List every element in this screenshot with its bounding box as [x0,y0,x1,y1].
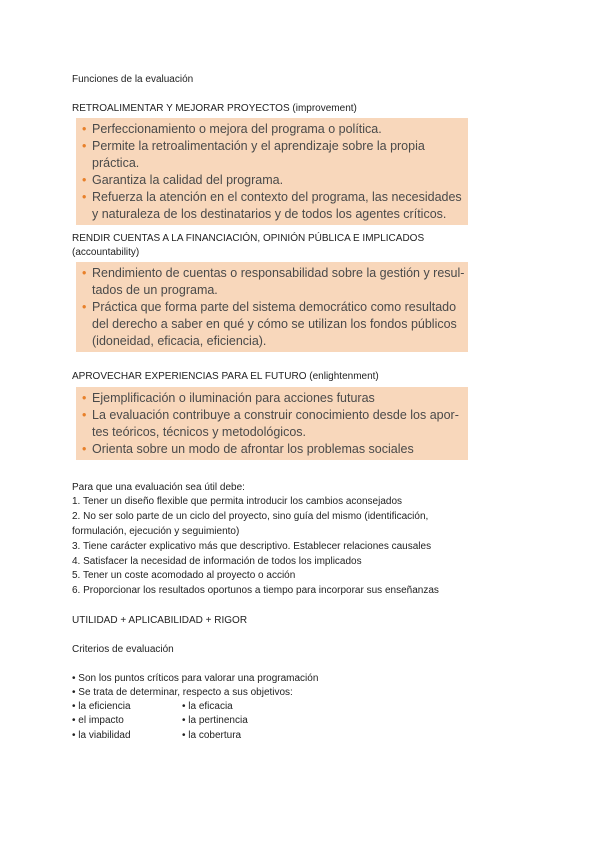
section1-bullet-4: • Refuerza la atención en el contexto del programa, las necesidades [76,189,468,206]
section3-heading: APROVECHAR EXPERIENCIAS PARA EL FUTURO (enlightenment) [72,371,379,382]
section1-bullet-2: • Permite la retroalimentación y el aprendizaje sobre la propia práctica. [76,138,468,172]
criteria-eficiencia: • la eficiencia [72,701,131,712]
criteria-cobertura: • la cobertura [182,730,242,741]
section1-heading: RETROALIMENTAR Y MEJORAR PROYECTOS (improvement) [72,103,357,114]
utility-item-4: 4. Satisfacer la necesidad de información de todos los implicados [72,556,362,567]
section3-box [76,387,468,460]
section1-bullet-4-cont: y naturaleza de los destinatarios y de todos los agentes críticos. [92,207,447,221]
section3-bullet-1: • Ejemplificación o iluminación para acciones futuras [76,390,468,407]
section2-box [76,262,468,352]
utility-intro: Para que una evaluación sea útil debe: [72,482,245,493]
criteria-title: Criterios de evaluación [72,644,174,655]
criteria-eficacia: • la eficacia [182,701,233,712]
section1-box [76,118,468,225]
section2-bullet-1-cont: tados de un programa. [92,283,218,297]
utility-item-6: 6. Proporcionar los resultados oportunos a tiempo para incorporar sus enseñanzas [72,585,439,596]
section3-bullet-2: • La evaluación contribuye a construir conocimiento desde los apor- [76,407,468,424]
criteria-row-3 [72,729,241,743]
utility-item-5: 5. Tener un coste acomodado al proyecto o acción [72,570,296,581]
section2-bullet-2-cont-2: (idoneidad, eficacia, eficiencia). [92,334,267,348]
section2-heading: RENDIR CUENTAS A LA FINANCIACIÓN, OPINIÓN PÚBLICA E IMPLICADOS [72,233,425,244]
section2-bullet-2: • Práctica que forma parte del sistema democrático como resultado [76,299,468,316]
section2-bullet-2-cont-1: del derecho a saber en qué y cómo se utilizan los fondos públicos [92,317,457,331]
section2-heading-sub: (accountability) [72,247,140,258]
criteria-viabilidad: • la viabilidad [72,730,131,741]
section3-bullet-3: • Orienta sobre un modo de afrontar los problemas sociales [76,441,468,458]
section1-bullet-3: • Garantiza la calidad del programa. [76,172,468,189]
section3-bullet-2-cont: tes teóricos, técnicos y metodológicos. [92,425,306,439]
formula-line: UTILIDAD + APLICABILIDAD + RIGOR [72,615,248,626]
criteria-line-1: • Son los puntos críticos para valorar una programación [72,673,319,684]
utility-item-3: 3. Tiene carácter explicativo más que descriptivo. Establecer relaciones causales [72,541,432,552]
section2-bullet-1: • Rendimiento de cuentas o responsabilidad sobre la gestión y resul- [76,265,468,282]
page-title: Funciones de la evaluación [72,74,194,85]
criteria-row-1 [72,700,233,714]
utility-item-1: 1. Tener un diseño flexible que permita introducir los cambios aconsejados [72,496,403,507]
criteria-pertinencia: • la pertinencia [182,715,248,726]
utility-item-2-cont: formulación, ejecución y seguimiento) [72,526,240,537]
criteria-row-2 [72,714,248,728]
utility-item-2: 2. No ser solo parte de un ciclo del proyecto, sino guía del mismo (identificación, [72,511,429,522]
criteria-line-2: • Se trata de determinar, respecto a sus objetivos: [72,687,293,698]
criteria-impacto: • el impacto [72,715,124,726]
section1-bullet-1: • Perfeccionamiento o mejora del programa o política. [76,121,468,138]
